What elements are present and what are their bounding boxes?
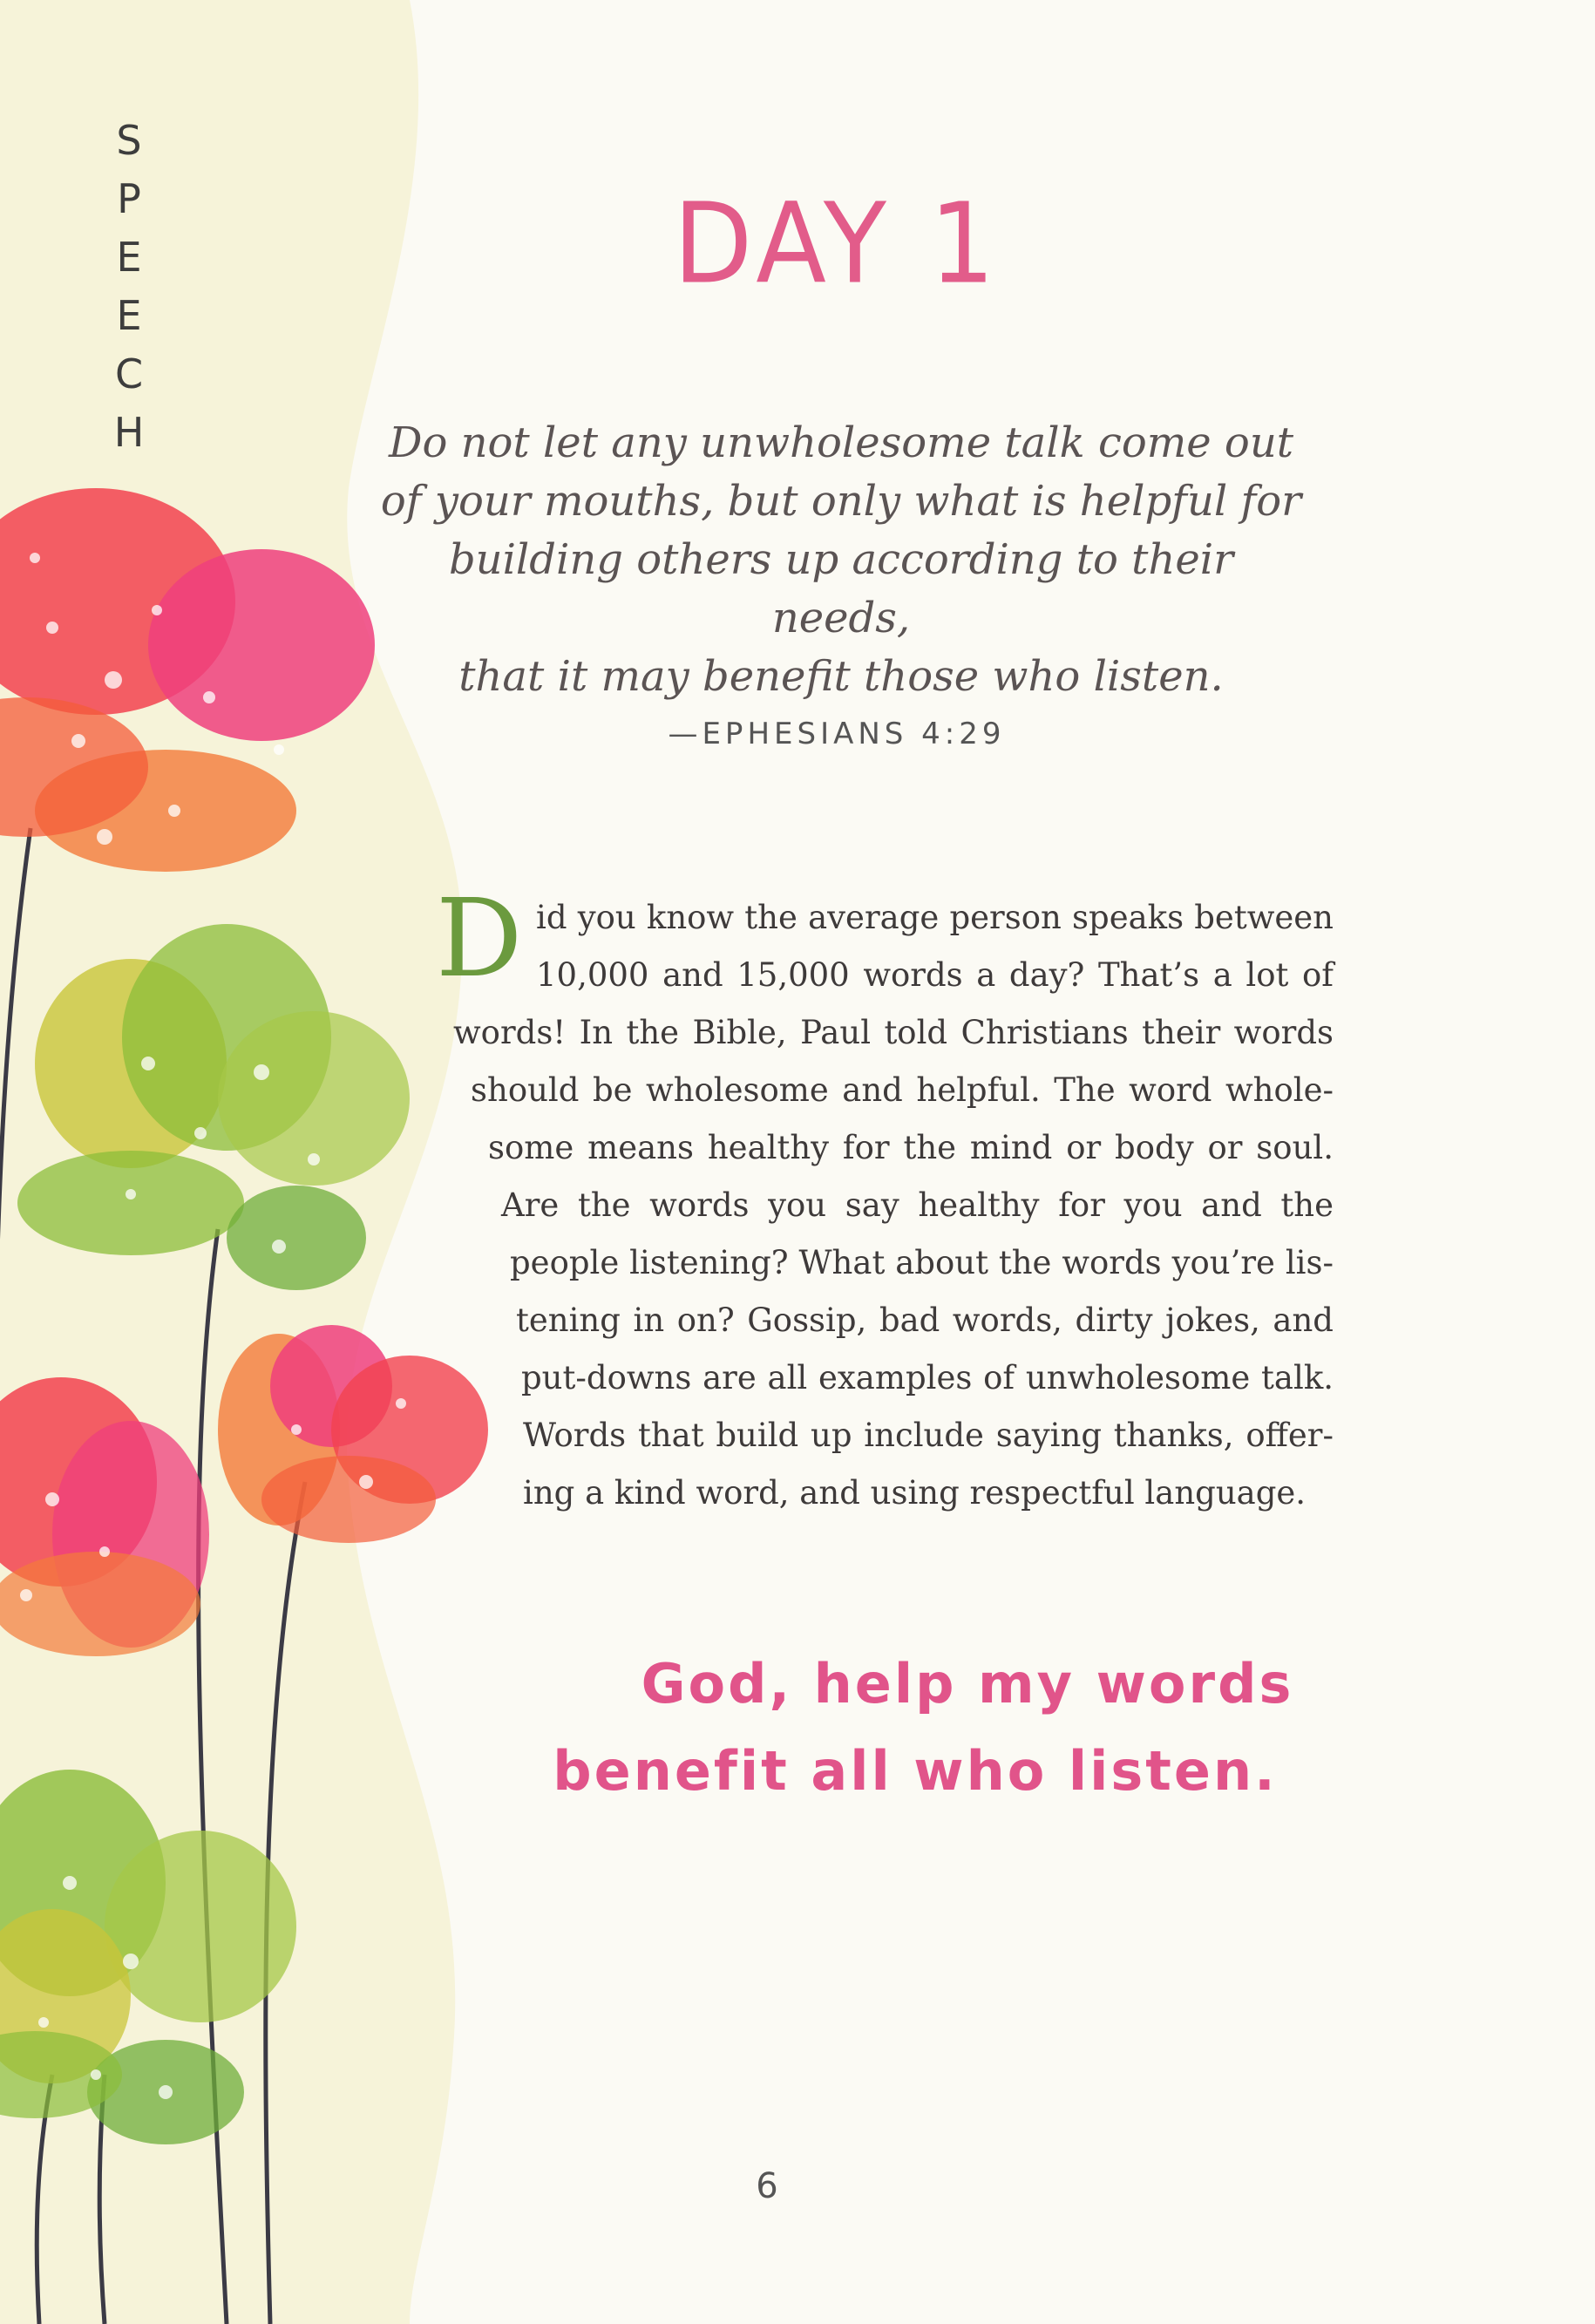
body-line: id you know the average person speaks between [536,899,1334,936]
body-line: people listening? What about the words you’re lis- [510,1244,1334,1281]
verse-line: building others up according to their needs, [448,535,1234,642]
section-label-letter: E [116,292,142,339]
section-label [112,112,146,462]
body-line: Words that build up include saying thanks, offer- [523,1417,1334,1454]
section-label-letter: E [116,234,142,281]
prayer-line: benefit all who listen. [553,1739,1278,1803]
scripture-reference: —EPHESIANS 4:29 [668,717,1006,751]
body-line: some means healthy for the mind or body or soul. [488,1129,1334,1166]
body-line: words! In the Bible, Paul told Christians their words [453,1014,1334,1051]
body-line: should be wholesome and helpful. The word whole- [471,1071,1334,1109]
page-number: 6 [756,2166,778,2206]
body-line: ing a kind word, and using respectful language. [523,1474,1307,1512]
section-label-letter: C [114,350,144,398]
section-label-letter: P [117,175,141,222]
section-label-letter: H [113,409,145,456]
body-line: 10,000 and 15,000 words a day? That’s a lot of [536,956,1334,994]
drop-cap: D [436,876,523,1002]
scripture-verse [375,414,1307,706]
verse-line: that it may benefit those who listen. [458,652,1224,701]
section-label-letter: S [116,117,142,164]
body-line: put-downs are all examples of unwholesome talk. [521,1359,1334,1396]
page-title: DAY 1 [673,178,1001,309]
body-line: tening in on? Gossip, bad words, dirty jokes, and [516,1301,1334,1339]
body-line: Are the words you say healthy for you and the [501,1186,1334,1224]
verse-line: Do not let any unwholesome talk come out [388,418,1294,467]
prayer-line: God, help my words [641,1652,1294,1716]
verse-line: of your mouths, but only what is helpful for [380,477,1302,526]
